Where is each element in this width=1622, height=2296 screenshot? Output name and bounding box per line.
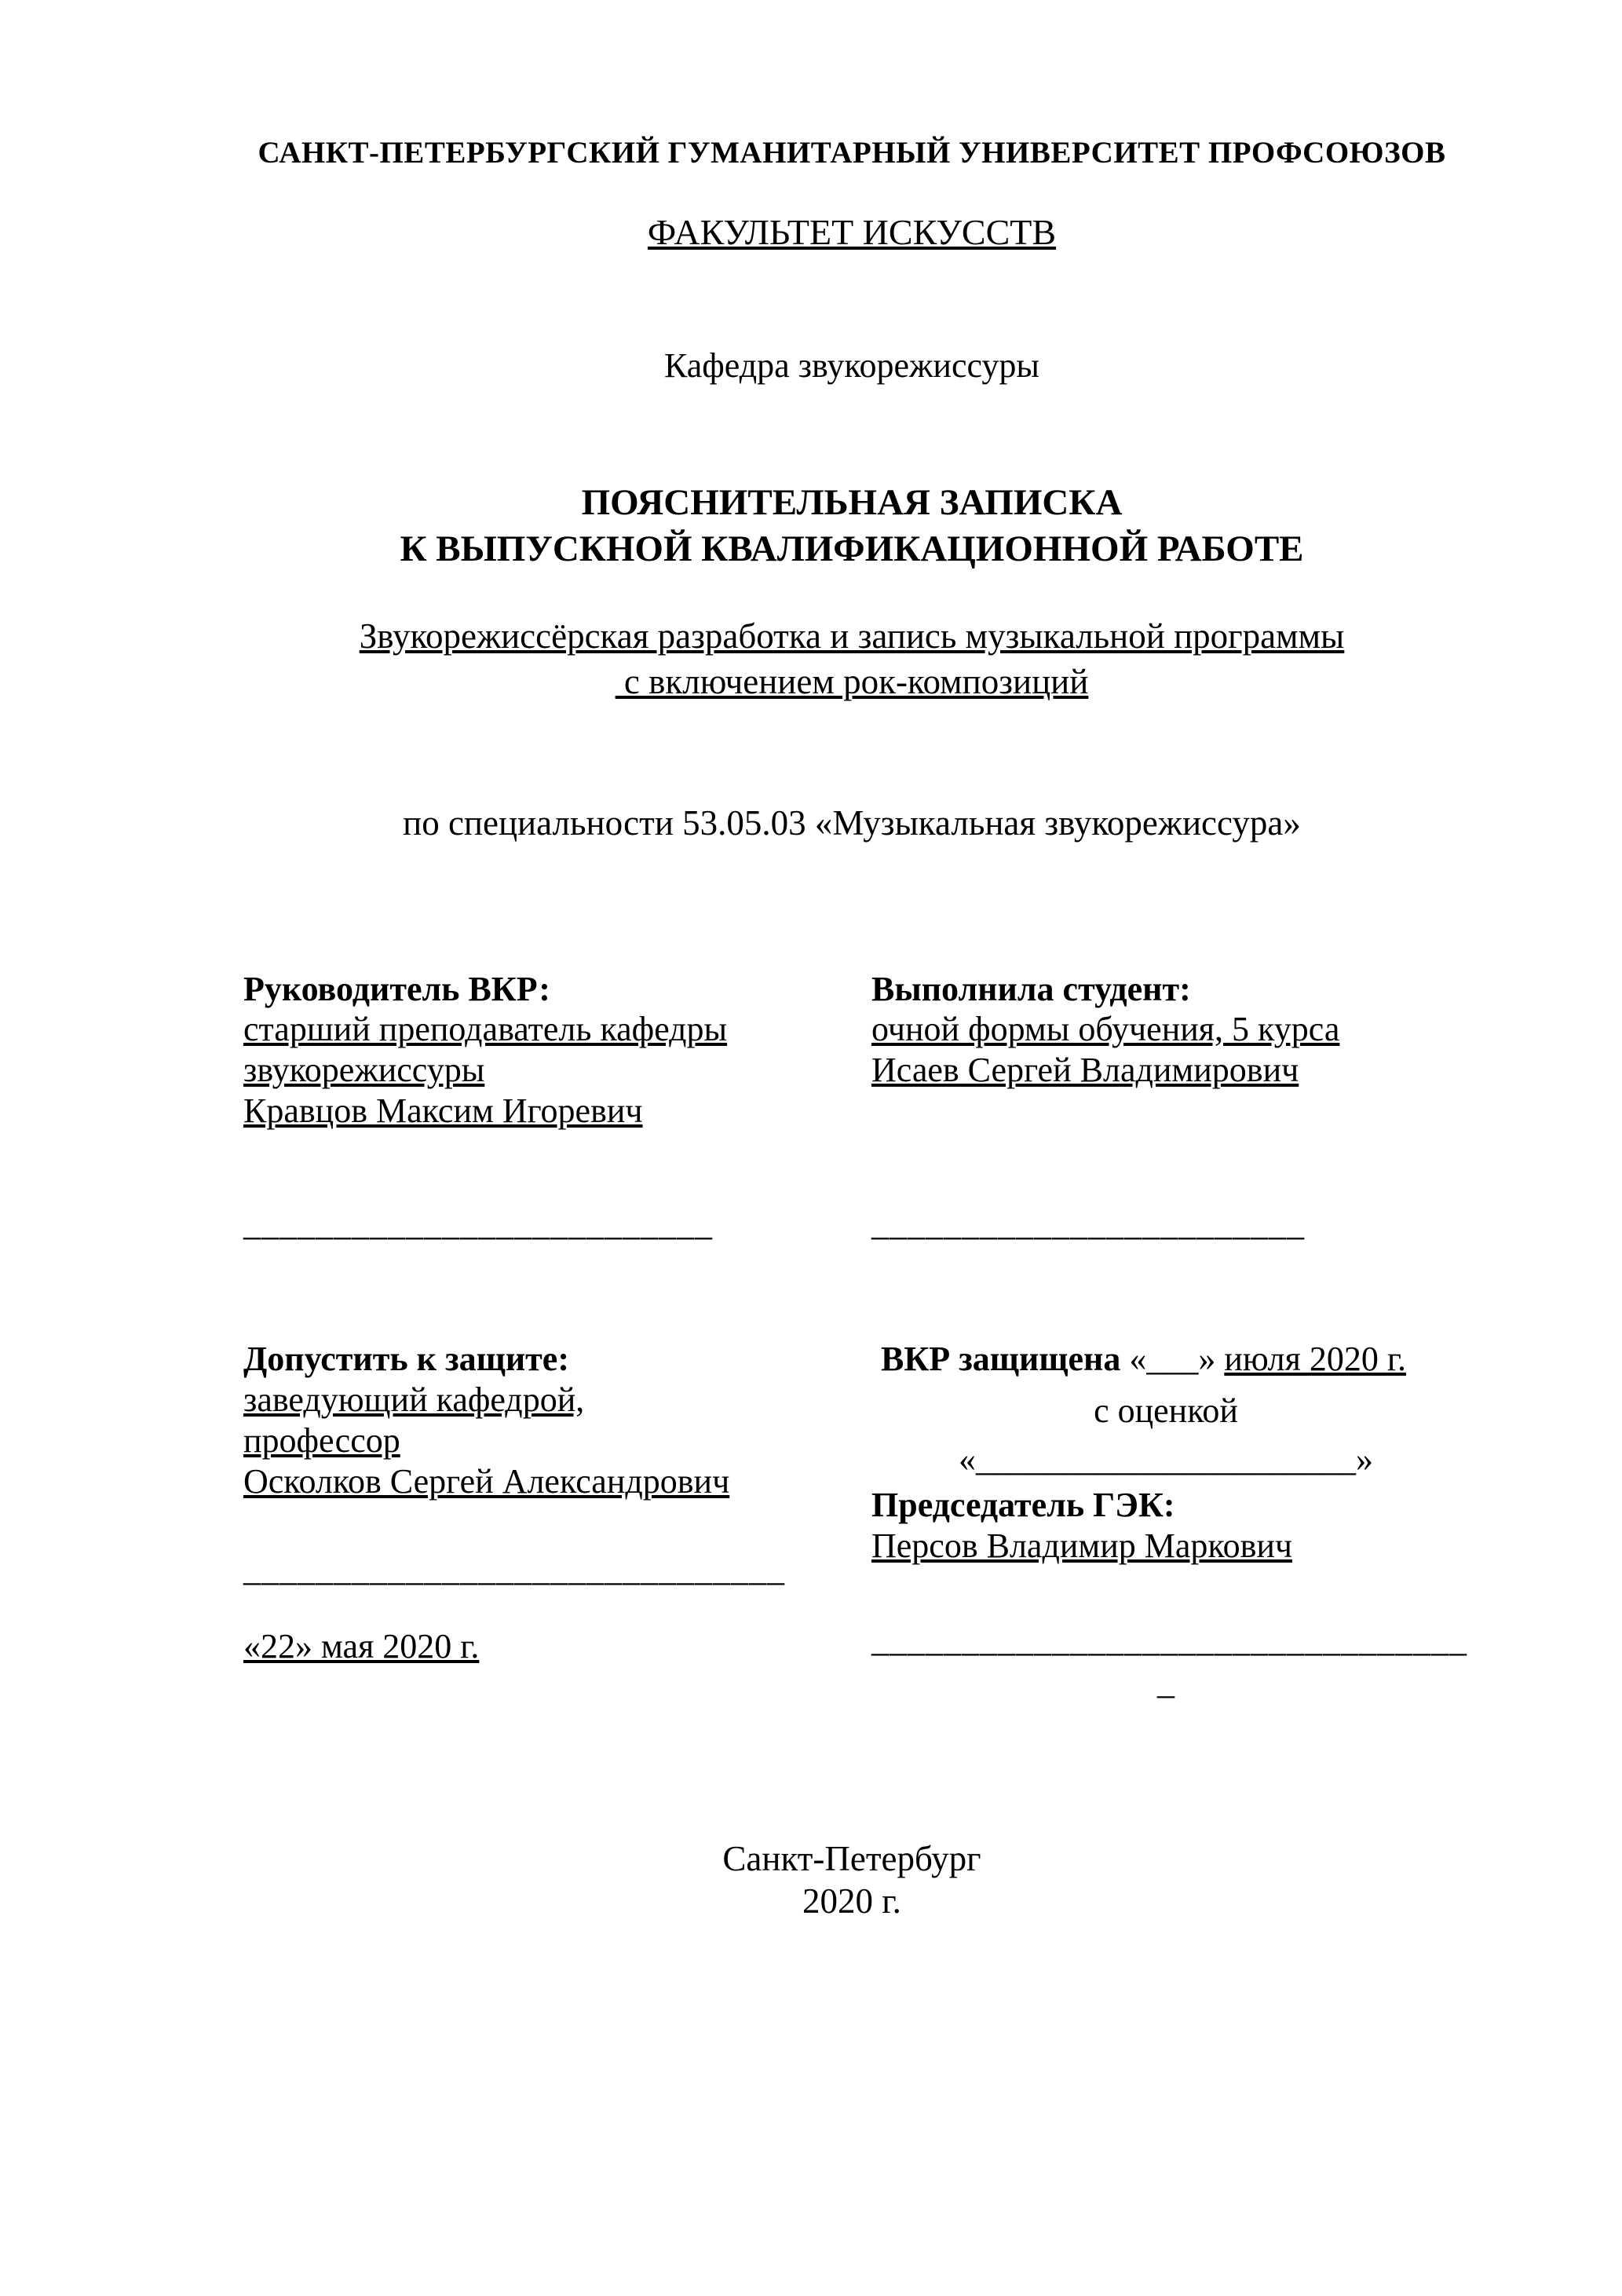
defense-date-text: июля 2020 г. xyxy=(1224,1340,1406,1379)
department-name: Кафедра звукорежиссуры xyxy=(664,346,1039,385)
defense-defended-label: ВКР защищена xyxy=(881,1340,1121,1379)
chair-label: Председатель ГЭК: xyxy=(871,1485,1175,1524)
defense-block xyxy=(871,1339,1467,1702)
admission-date-text: «22» мая 2020 г. xyxy=(243,1626,480,1665)
faculty-name xyxy=(243,211,1460,253)
admission-position-line2: профессор xyxy=(243,1420,400,1460)
document-title-line2: К ВЫПУСКНОЙ КВАЛИФИКАЦИОННОЙ РАБОТЕ xyxy=(400,528,1304,569)
grade-intro: с оценкой xyxy=(1094,1391,1238,1431)
signature-row-2 xyxy=(243,1339,1467,1702)
supervisor-position-line2: звукорежиссуры xyxy=(243,1051,485,1090)
document-title-line1: ПОЯСНИТЕЛЬНАЯ ЗАПИСКА xyxy=(581,482,1123,523)
work-title-line1: Звукорежиссёрская разработка и запись музыкальной программы xyxy=(359,616,1345,656)
supervisor-position-line1: старший преподаватель кафедры xyxy=(243,1010,728,1049)
footer xyxy=(243,1837,1460,1922)
faculty-name-text: ФАКУЛЬТЕТ ИСКУССТВ xyxy=(647,212,1057,252)
defense-signature-line-wrap: _ xyxy=(1157,1662,1174,1702)
work-title-line2: с включением рок-композиций xyxy=(615,662,1089,701)
supervisor-name: Кравцов Максим Игоревич xyxy=(243,1091,643,1131)
admission-label: Допустить к защите: xyxy=(243,1340,569,1379)
admission-position-line1: заведующий кафедрой, xyxy=(243,1380,585,1420)
defense-signature-line: _________________________________ xyxy=(871,1620,1467,1659)
document-title xyxy=(243,480,1460,572)
student-name: Исаев Сергей Владимирович xyxy=(871,1051,1299,1090)
supervisor-block xyxy=(243,969,809,1245)
supervisor-label: Руководитель ВКР: xyxy=(243,969,550,1008)
admission-head-name: Осколков Сергей Александрович xyxy=(243,1461,730,1501)
specialty-line: по специальности 53.05.03 «Музыкальная звукорежиссура» xyxy=(403,803,1301,843)
defense-date-line xyxy=(871,1339,1460,1380)
admission-date xyxy=(243,1626,809,1667)
footer-city: Санкт-Петербург xyxy=(722,1839,981,1879)
supervisor-signature-line: __________________________ xyxy=(243,1205,713,1244)
defense-date-blank: «___» xyxy=(1129,1340,1216,1379)
student-label: Выполнила студент: xyxy=(871,969,1191,1008)
grade-blank-line: «______________________» xyxy=(959,1439,1373,1479)
student-block xyxy=(871,969,1460,1245)
admission-block xyxy=(243,1339,809,1702)
chair-name: Персов Владимир Маркович xyxy=(871,1526,1293,1565)
work-title xyxy=(243,613,1460,705)
student-info-line: очной формы обучения, 5 курса xyxy=(871,1010,1340,1049)
admission-signature-line: ______________________________ xyxy=(243,1549,785,1589)
footer-year: 2020 г. xyxy=(802,1881,901,1921)
university-name: САНКТ-ПЕТЕРБУРГСКИЙ ГУМАНИТАРНЫЙ УНИВЕРСИТЕТ ПРОФСОЮЗОВ xyxy=(258,136,1446,170)
signature-row-1 xyxy=(243,969,1460,1245)
student-signature-line: ________________________ xyxy=(871,1205,1305,1244)
